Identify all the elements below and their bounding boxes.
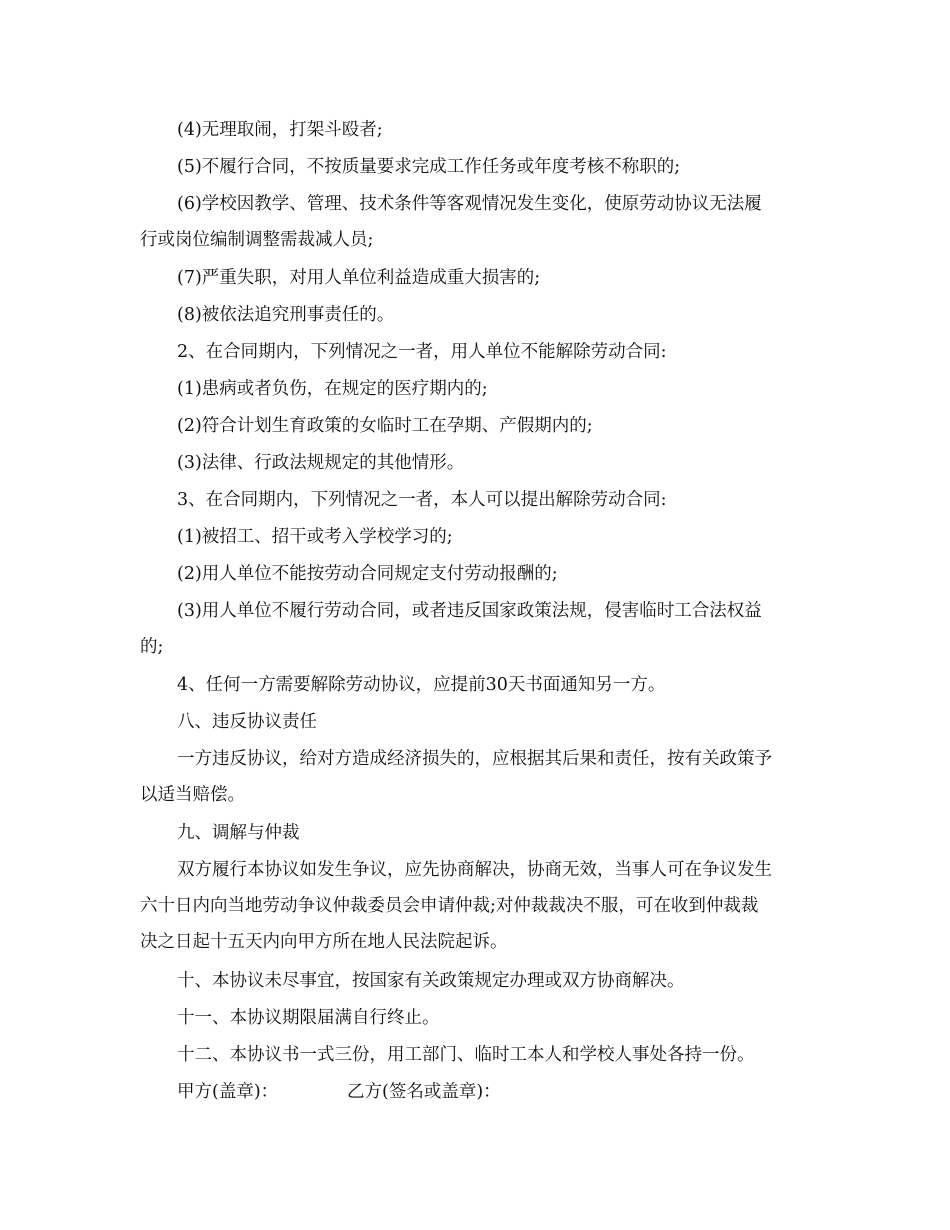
paragraph-20 — [140, 1000, 820, 1036]
text-line: 行或岗位编制调整需裁减人员; — [140, 230, 374, 250]
paragraph-11 — [140, 519, 820, 555]
section-heading: 八、违反协议责任 — [177, 712, 317, 732]
text-line: 十、本协议未尽事宜，按国家有关政策规定办理或双方协商解决。 — [177, 971, 685, 991]
paragraph-12 — [140, 556, 820, 592]
paragraph-14 — [140, 667, 820, 703]
paragraph-16 — [140, 741, 820, 813]
text-line: 以适当赔偿。 — [140, 785, 245, 805]
paragraph-13 — [140, 593, 820, 665]
paragraph-19 — [140, 963, 820, 999]
paragraph-10 — [140, 482, 820, 518]
text-line: (8)被依法追究刑事责任的。 — [177, 305, 395, 325]
text-line: 十二、本协议书一式三份，用工部门、临时工本人和学校人事处各持一份。 — [177, 1045, 755, 1065]
paragraph-1 — [140, 112, 820, 148]
text-line: (5)不履行合同，不按质量要求完成工作任务或年度考核不称职的; — [177, 157, 681, 177]
party-b-signature-label: 乙方(签名或盖章)： — [347, 1082, 501, 1102]
paragraph-3 — [140, 186, 820, 258]
text-line: (3)用人单位不履行劳动合同，或者违反国家政策法规，侵害临时工合法权益 — [177, 601, 762, 621]
text-line: (3)法律、行政法规规定的其他情形。 — [177, 453, 465, 473]
paragraph-8 — [140, 408, 820, 444]
section-heading: 九、调解与仲裁 — [177, 823, 300, 843]
paragraph-18 — [140, 852, 820, 960]
section-heading-8 — [140, 704, 820, 740]
paragraph-6 — [140, 334, 820, 370]
section-heading-9 — [140, 815, 820, 851]
text-line: 双方履行本协议如发生争议，应先协商解决，协商无效，当事人可在争议发生 — [177, 860, 772, 880]
party-a-signature-label: 甲方(盖章)： — [177, 1082, 279, 1102]
text-line: 的; — [140, 637, 164, 657]
text-line: (2)用人单位不能按劳动合同规定支付劳动报酬的; — [177, 564, 558, 584]
paragraph-2 — [140, 149, 820, 185]
text-line: (1)被招工、招干或考入学校学习的; — [177, 527, 453, 547]
text-line: 4、任何一方需要解除劳动协议，应提前30天书面通知另一方。 — [177, 675, 666, 695]
text-line: 六十日内向当地劳动争议仲裁委员会申请仲裁;对仲裁裁决不服，可在收到仲裁裁 — [140, 896, 759, 916]
paragraph-21 — [140, 1037, 820, 1073]
text-line: 一方违反协议，给对方造成经济损失的，应根据其后果和责任，按有关政策予 — [177, 749, 772, 769]
text-line: 十一、本协议期限届满自行终止。 — [177, 1008, 440, 1028]
text-line: (7)严重失职，对用人单位利益造成重大损害的; — [177, 268, 541, 288]
text-line: (1)患病或者负伤，在规定的医疗期内的; — [177, 379, 488, 399]
text-line: (6)学校因教学、管理、技术条件等客观情况发生变化，使原劳动协议无法履 — [177, 194, 762, 214]
signature-row — [177, 1074, 501, 1110]
text-line: 2、在合同期内，下列情况之一者，用人单位不能解除劳动合同: — [177, 342, 667, 362]
text-line: (2)符合计划生育政策的女临时工在孕期、产假期内的; — [177, 416, 593, 436]
text-line: 3、在合同期内，下列情况之一者，本人可以提出解除劳动合同: — [177, 490, 667, 510]
paragraph-9 — [140, 445, 820, 481]
text-line: 决之日起十五天内向甲方所在地人民法院起诉。 — [140, 932, 508, 952]
text-line: (4)无理取闹，打架斗殴者; — [177, 120, 383, 140]
paragraph-5 — [140, 297, 820, 333]
paragraph-4 — [140, 260, 820, 296]
paragraph-7 — [140, 371, 820, 407]
